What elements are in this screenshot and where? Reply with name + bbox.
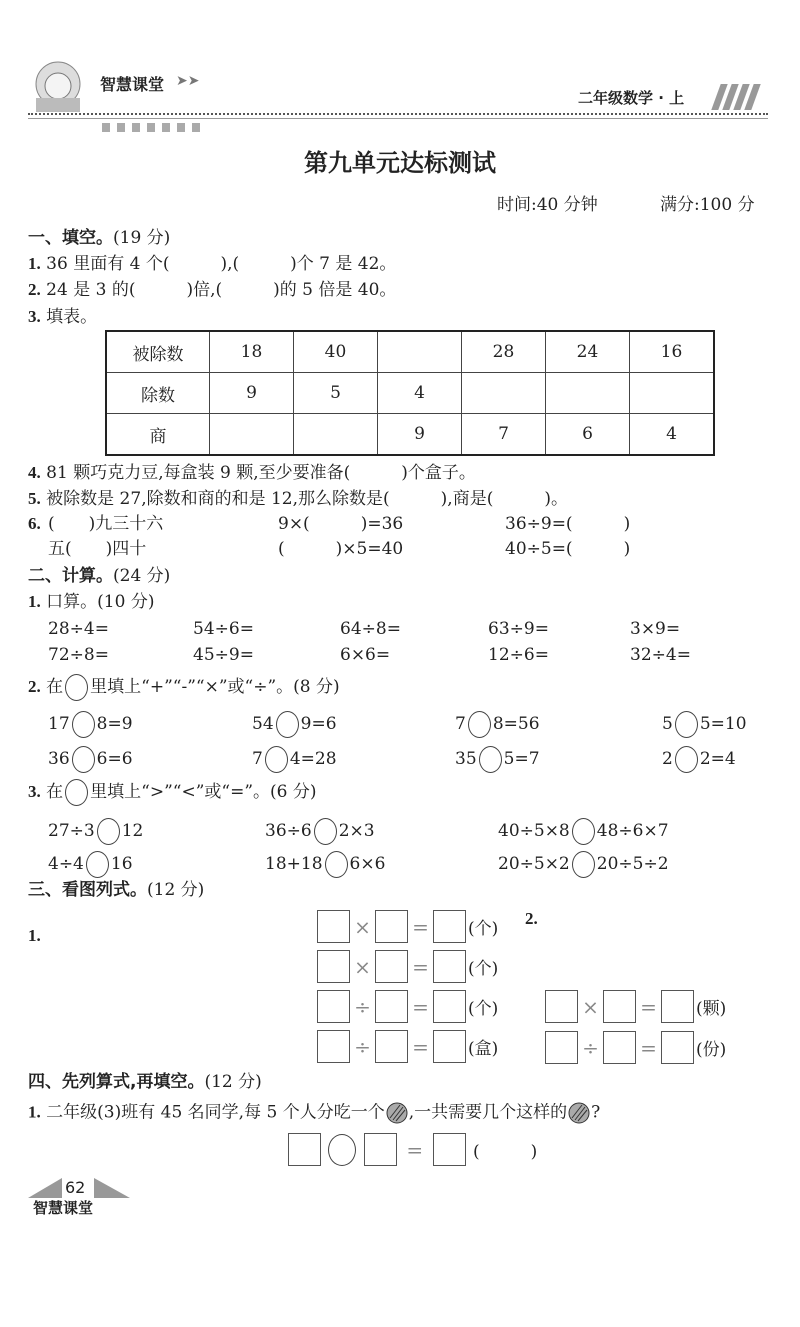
question-text: 口算。(10 分) (40, 592, 155, 612)
full-score: 满分:100 分 (660, 195, 755, 215)
question-4-1 (28, 1101, 600, 1125)
answer-circle[interactable] (572, 818, 595, 845)
left-operand: 35 (455, 749, 477, 769)
right-expression: 4=28 (289, 749, 337, 769)
row-header: 被除数 (106, 331, 210, 373)
equals-sign: = (412, 1034, 429, 1059)
table-cell[interactable] (294, 414, 378, 456)
section-4-heading (28, 1071, 262, 1093)
left-operand: 18+18 (265, 854, 323, 874)
answer-box[interactable] (317, 950, 350, 983)
table-cell: 6 (546, 414, 630, 456)
table-cell: 16 (630, 331, 715, 373)
question-number: 5. (28, 489, 41, 508)
answer-box[interactable] (433, 1133, 466, 1166)
question-2-1 (28, 591, 154, 613)
answer-circle[interactable] (314, 818, 337, 845)
question-text: ,一共需要几个这样的 (408, 1102, 568, 1123)
question-text: 24 是 3 的( )倍,( )的 5 倍是 40。 (40, 280, 397, 300)
heading-text: 一、填空。 (28, 228, 113, 248)
equation-row (317, 950, 498, 983)
answer-box[interactable] (545, 990, 578, 1023)
points-text: (19 分) (113, 228, 171, 248)
points-text: (24 分) (113, 566, 171, 586)
fill-blank-item: 36÷9=( ) (505, 514, 631, 534)
question-text: 被除数是 27,除数和商的和是 12,那么除数是( ),商是( )。 (40, 489, 568, 509)
question-number: 2. (28, 677, 41, 696)
right-expression: 2=4 (699, 749, 736, 769)
stripes-decoration (712, 84, 756, 114)
watermelon-icon (385, 1101, 409, 1125)
question-2-3 (28, 779, 317, 806)
answer-circle[interactable] (572, 851, 595, 878)
header-divider (28, 118, 768, 119)
question-1-3 (28, 306, 97, 328)
right-expression: 2×3 (338, 821, 375, 841)
left-operand: 4÷4 (48, 854, 84, 874)
answer-circle[interactable] (675, 746, 698, 773)
right-expression: 8=56 (492, 714, 540, 734)
table-cell: 18 (210, 331, 294, 373)
fill-blank-item: ( )×5=40 (278, 539, 404, 559)
answer-circle[interactable] (479, 746, 502, 773)
brand-label: 智慧课堂 (100, 75, 165, 94)
left-operand: 7 (455, 714, 466, 734)
answer-box[interactable] (317, 990, 350, 1023)
fill-blank-item: ( )九三十六 (48, 514, 164, 534)
answer-box[interactable] (433, 990, 466, 1023)
answer-circle[interactable] (97, 818, 120, 845)
right-expression: 5=7 (503, 749, 540, 769)
oral-calc-item: 32÷4= (630, 645, 691, 665)
left-operand: 7 (252, 749, 263, 769)
table-cell: 5 (294, 373, 378, 414)
question-2-2 (28, 674, 340, 701)
table-cell[interactable] (210, 414, 294, 456)
question-text: ? (591, 1102, 601, 1123)
oral-calc-item: 72÷8= (48, 645, 109, 665)
circle-problem (498, 851, 669, 878)
operator-sign: × (582, 994, 599, 1019)
left-operand: 20÷5×2 (498, 854, 570, 874)
operator-circle[interactable] (328, 1134, 356, 1166)
answer-box[interactable] (545, 1031, 578, 1064)
operator-sign: ÷ (354, 994, 371, 1019)
answer-circle[interactable] (675, 711, 698, 738)
oral-calc-item: 54÷6= (193, 619, 254, 639)
circle-problem (48, 818, 143, 845)
table-cell: 4 (378, 373, 462, 414)
table-cell: 7 (462, 414, 546, 456)
answer-box[interactable] (433, 910, 466, 943)
operator-sign: × (354, 914, 371, 939)
question-number: 1. (28, 592, 41, 611)
table-cell[interactable] (630, 373, 715, 414)
time-limit: 时间:40 分钟 (497, 195, 598, 215)
question-text: 二年级(3)班有 45 名同学,每 5 个人分吃一个 (40, 1102, 385, 1123)
section-3-heading (28, 879, 204, 901)
unit-label: (颗) (696, 999, 727, 1019)
left-operand: 17 (48, 714, 70, 734)
answer-circle[interactable] (72, 711, 95, 738)
answer-circle[interactable] (276, 711, 299, 738)
page-number: 62 (65, 1178, 86, 1197)
heading-text: 三、看图列式。 (28, 880, 147, 900)
fill-blank-item: 9×( )=36 (278, 514, 404, 534)
right-expression: 9=6 (300, 714, 337, 734)
oral-calc-item: 45÷9= (193, 645, 254, 665)
points-text: (12 分) (147, 880, 205, 900)
watermelon-icon (567, 1101, 591, 1125)
right-expression: 12 (121, 821, 144, 841)
question-1-5 (28, 488, 568, 510)
answer-box[interactable] (433, 950, 466, 983)
right-expression: 48÷6×7 (596, 821, 669, 841)
left-operand: 27÷3 (48, 821, 95, 841)
circle-problem (662, 711, 747, 738)
equation-row (317, 910, 498, 943)
unit-label: (个) (468, 999, 499, 1019)
question-text: 填表。 (40, 307, 98, 327)
oral-calc-item: 12÷6= (488, 645, 549, 665)
question-text: 在 (40, 782, 64, 802)
right-expression: 5=10 (699, 714, 747, 734)
equals-sign: = (412, 954, 429, 979)
circle-problem (662, 746, 736, 773)
circle-problem (48, 851, 133, 878)
table-cell[interactable] (546, 373, 630, 414)
left-operand: 40÷5×8 (498, 821, 570, 841)
operator-sign: ÷ (582, 1035, 599, 1060)
answer-box[interactable] (317, 1030, 350, 1063)
unit-label: (个) (468, 919, 499, 939)
unit-label: (个) (468, 959, 499, 979)
circle-problem (265, 818, 375, 845)
question-text: 36 里面有 4 个( ),( )个 7 是 42。 (40, 254, 397, 274)
answer-box[interactable] (433, 1030, 466, 1063)
table-cell: 40 (294, 331, 378, 373)
row-header: 除数 (106, 373, 210, 414)
question-1-4 (28, 462, 476, 484)
circle-problem (252, 746, 337, 773)
table-row (106, 373, 714, 414)
answer-box[interactable] (375, 950, 408, 983)
equation-row (545, 1031, 726, 1064)
table-cell: 28 (462, 331, 546, 373)
points-text: (12 分) (204, 1072, 262, 1092)
operator-sign: ÷ (354, 1034, 371, 1059)
answer-box[interactable] (603, 990, 636, 1023)
question-text: 里填上“>”“<”或“=”。(6 分) (90, 782, 317, 802)
question-1-1 (28, 253, 396, 275)
header-divider (28, 113, 768, 115)
right-expression: 16 (110, 854, 133, 874)
table-row (106, 331, 714, 373)
circle-icon (65, 674, 88, 701)
question-number: 1. (28, 1102, 41, 1122)
question-number: 4. (28, 463, 41, 482)
unit-label: (份) (696, 1040, 727, 1060)
girl-mascot-icon (28, 60, 88, 115)
answer-box[interactable] (375, 990, 408, 1023)
right-expression: 6×6 (349, 854, 386, 874)
equation-row (545, 990, 726, 1023)
fill-blank-item: 五( )四十 (48, 539, 147, 559)
table-cell[interactable] (462, 373, 546, 414)
circle-problem (48, 746, 133, 773)
question-1-2 (28, 279, 396, 301)
oral-calc-item: 28÷4= (48, 619, 109, 639)
fill-blank-item: 40÷5=( ) (505, 539, 631, 559)
question-text: 81 颗巧克力豆,每盒装 9 颗,至少要准备( )个盒子。 (40, 463, 476, 483)
circle-problem (48, 711, 133, 738)
table-cell[interactable] (378, 331, 462, 373)
question-number: 2. (525, 909, 538, 928)
section-2-heading (28, 565, 170, 587)
answer-box[interactable] (375, 1030, 408, 1063)
question-number: 2. (28, 280, 41, 299)
answer-equation (288, 1133, 537, 1166)
question-number: 3. (28, 782, 41, 801)
answer-circle[interactable] (72, 746, 95, 773)
table-cell: 24 (546, 331, 630, 373)
circle-icon (65, 779, 88, 806)
right-expression: 6=6 (96, 749, 133, 769)
unit-label: (盒) (468, 1039, 499, 1059)
page-title: 第九单元达标测试 (304, 148, 496, 177)
answer-box[interactable] (364, 1133, 397, 1166)
answer-circle[interactable] (265, 746, 288, 773)
answer-circle[interactable] (325, 851, 348, 878)
left-operand: 36÷6 (265, 821, 312, 841)
unit-blank[interactable]: ( ) (473, 1142, 538, 1162)
oral-calc-item: 3×9= (630, 619, 681, 639)
row-header: 商 (106, 414, 210, 456)
equals-sign: = (412, 914, 429, 939)
table-cell: 9 (210, 373, 294, 414)
heading-text: 二、计算。 (28, 566, 113, 586)
circle-problem (252, 711, 337, 738)
left-operand: 36 (48, 749, 70, 769)
left-operand: 5 (662, 714, 673, 734)
answer-circle[interactable] (86, 851, 109, 878)
circle-problem (265, 851, 385, 878)
circle-problem (498, 818, 669, 845)
left-operand: 54 (252, 714, 274, 734)
question-number: 3. (28, 307, 41, 326)
left-operand: 2 (662, 749, 673, 769)
answer-box[interactable] (317, 910, 350, 943)
equals-sign: = (640, 994, 657, 1019)
question-text: 里填上“+”“-”“×”或“÷”。(8 分) (90, 677, 340, 697)
question-number: 1. (28, 254, 41, 273)
answer-box[interactable] (375, 910, 408, 943)
operator-sign: × (354, 954, 371, 979)
answer-box[interactable] (288, 1133, 321, 1166)
table-cell: 4 (630, 414, 715, 456)
circle-problem (455, 711, 540, 738)
equation-row (317, 1030, 498, 1063)
heading-text: 四、先列算式,再填空。 (28, 1072, 205, 1092)
answer-box[interactable] (603, 1031, 636, 1064)
answer-circle[interactable] (468, 711, 491, 738)
question-text: 在 (40, 677, 64, 697)
equals-sign: = (412, 994, 429, 1019)
division-table (105, 330, 715, 456)
answer-box[interactable] (661, 1031, 694, 1064)
oral-calc-item: 6×6= (340, 645, 391, 665)
footer-brand: 智慧课堂 (33, 1199, 94, 1217)
question-number: 1. (28, 926, 41, 945)
table-row (106, 414, 714, 456)
oral-calc-item: 63÷9= (488, 619, 549, 639)
equals-sign: = (640, 1035, 657, 1060)
section-1-heading (28, 227, 170, 249)
right-expression: 20÷5÷2 (596, 854, 669, 874)
right-expression: 8=9 (96, 714, 133, 734)
answer-box[interactable] (661, 990, 694, 1023)
circle-problem (455, 746, 540, 773)
grade-label: 二年级数学 · 上 (578, 89, 685, 107)
equals-sign: = (406, 1137, 424, 1162)
equation-row (317, 990, 498, 1023)
question-number: 6. (28, 514, 41, 533)
oral-calc-item: 64÷8= (340, 619, 401, 639)
arrow-icon: ➤➤ (176, 73, 200, 89)
table-cell: 9 (378, 414, 462, 456)
